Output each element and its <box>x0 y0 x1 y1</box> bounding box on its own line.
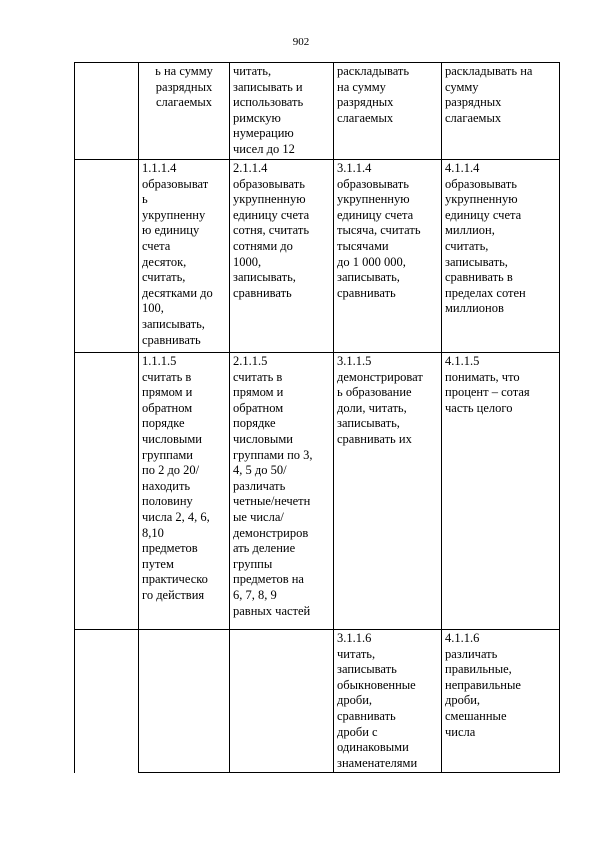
table-cell: 1.1.1.4 образовыват ь укрупненну ю единицу счета десяток, считать, десятками до 100, записывать, сравнивать <box>139 160 230 353</box>
table-row <box>75 630 560 773</box>
table-cell: 4.1.1.5 понимать, что процент – сотая часть целого <box>442 353 560 630</box>
table-cell <box>75 160 139 353</box>
table-cell <box>75 353 139 630</box>
table-row <box>75 63 560 160</box>
objectives-table <box>74 62 560 773</box>
table-cell <box>230 630 334 773</box>
table-cell: 2.1.1.5 считать в прямом и обратном порядке числовыми группами по 3, 4, 5 до 50/ различать четные/нечетн ые числа/ демонстриров ать деление группы предметов на 6, 7, 8, 9 равных частей <box>230 353 334 630</box>
table-cell: 4.1.1.6 различать правильные, неправильные дроби, смешанные числа <box>442 630 560 773</box>
table-row <box>75 160 560 353</box>
table-cell: 3.1.1.5 демонстрироват ь образование доли, читать, записывать, сравнивать их <box>334 353 442 630</box>
table-cell: раскладывать на сумму разрядных слагаемых <box>334 63 442 160</box>
table-cell <box>139 630 230 773</box>
table-cell: ь на сумму разрядных слагаемых <box>139 63 230 160</box>
table-cell: 4.1.1.4 образовывать укрупненную единицу счета миллион, считать, записывать, сравнивать в пределах сотен миллионов <box>442 160 560 353</box>
table-cell: 1.1.1.5 считать в прямом и обратном порядке числовыми группами по 2 до 20/ находить половину числа 2, 4, 6, 8,10 предметов путем практическо го действия <box>139 353 230 630</box>
table-cell: 3.1.1.6 читать, записывать обыкновенные дроби, сравнивать дроби с одинаковыми знаменателями <box>334 630 442 773</box>
table-row <box>75 353 560 630</box>
table-cell <box>75 630 139 773</box>
table-cell: 3.1.1.4 образовывать укрупненную единицу счета тысяча, считать тысячами до 1 000 000, записывать, сравнивать <box>334 160 442 353</box>
page-number: 902 <box>292 36 310 48</box>
table-cell: 2.1.1.4 образовывать укрупненную единицу счета сотня, считать сотнями до 1000, записывать, сравнивать <box>230 160 334 353</box>
table-cell: читать, записывать и использовать римскую нумерацию чисел до 12 <box>230 63 334 160</box>
table-cell: раскладывать на сумму разрядных слагаемых <box>442 63 560 160</box>
table-cell <box>75 63 139 160</box>
